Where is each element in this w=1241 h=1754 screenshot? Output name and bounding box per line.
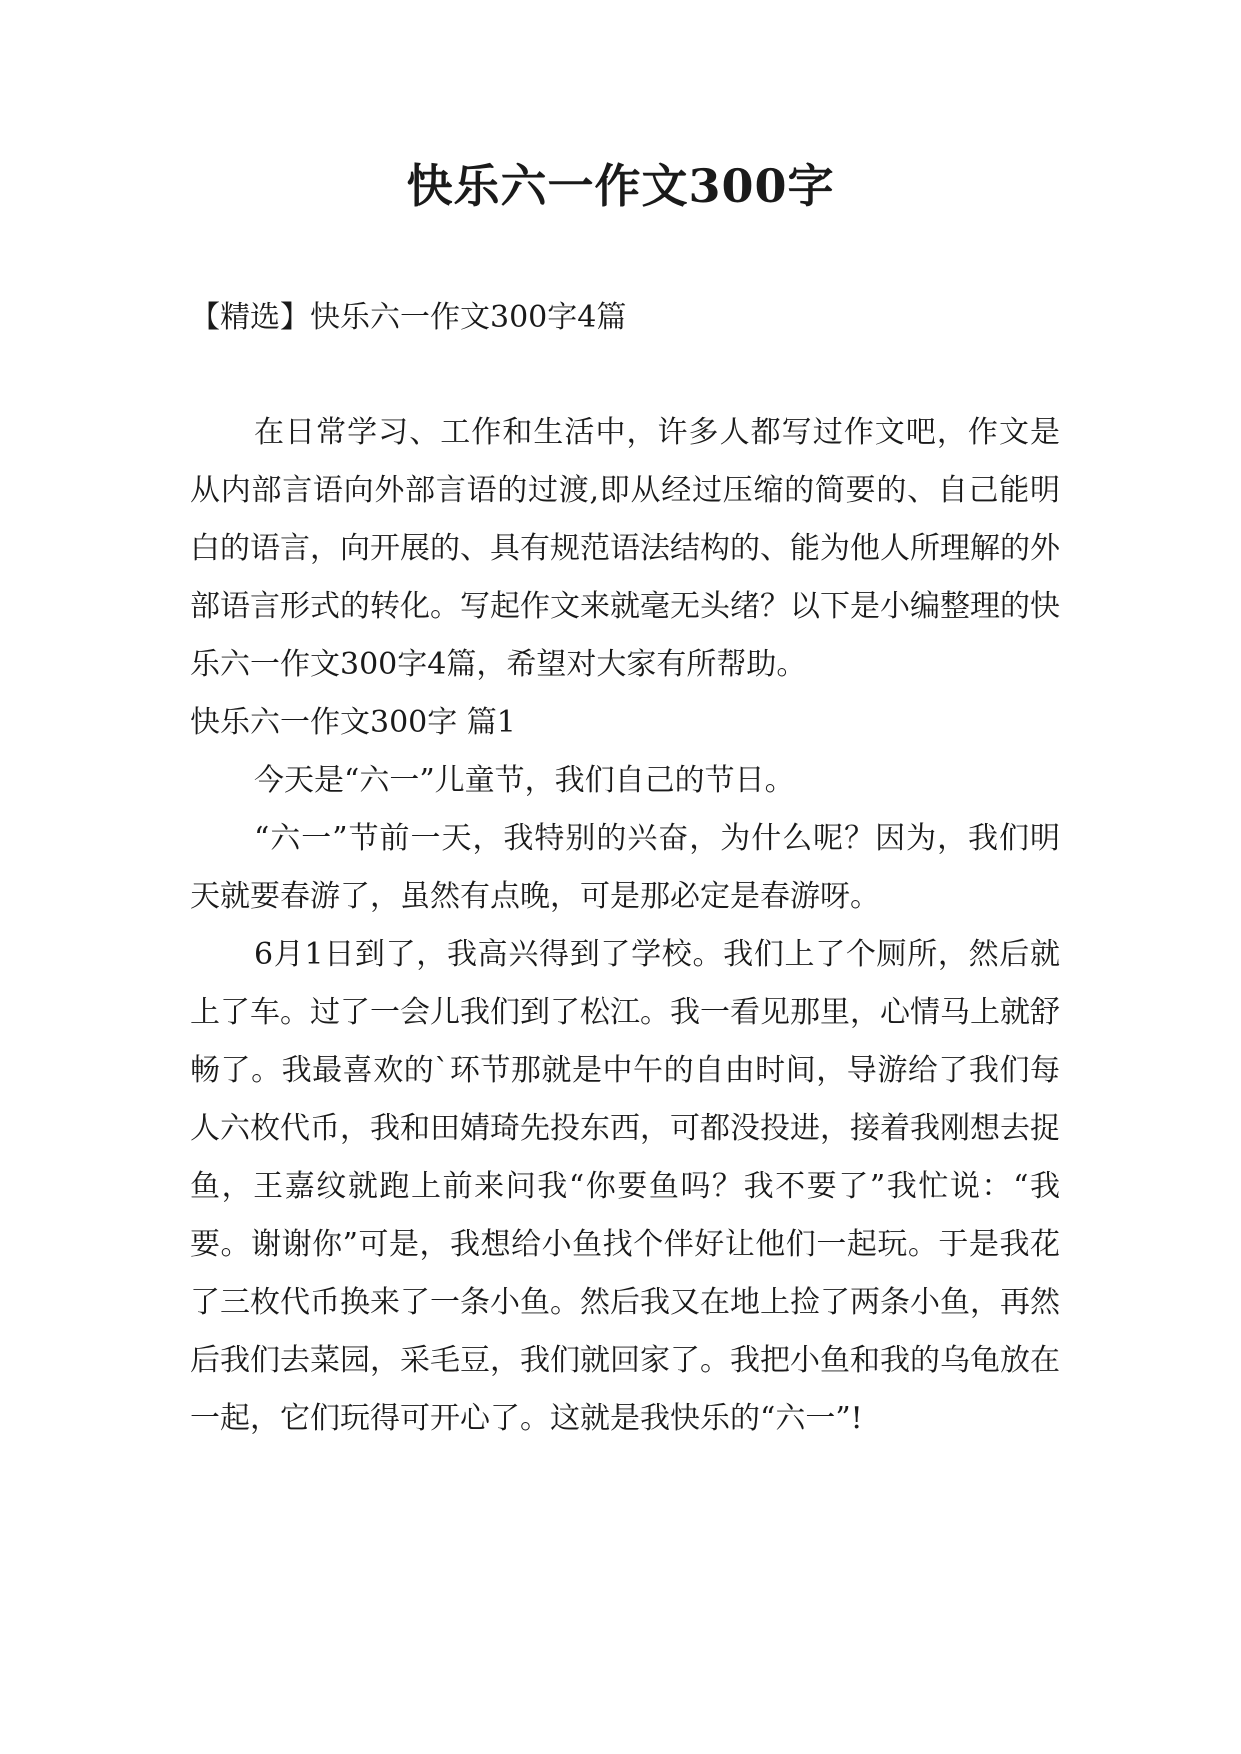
intro-paragraph: 在日常学习、工作和生活中，许多人都写过作文吧，作文是从内部言语向外部言语的过渡,即从经过压缩的简要的、自己能明白的语言，向开展的、具有规范语法结构的、能为他人所理解的外部语言形式的转化。写起作文来就毫无头绪？以下是小编整理的快乐六一作文300字4篇，希望对大家有所帮助。 <box>190 415 1060 682</box>
document-title: 快乐六一作文300字 <box>406 159 835 213</box>
section-heading: 快乐六一作文300字 篇1 <box>190 705 516 740</box>
body-paragraph: 6月1日到了，我高兴得到了学校。我们上了个厕所，然后就上了车。过了一会儿我们到了松江。我一看见那里，心情马上就舒畅了。我最喜欢的`环节那就是中午的自由时间，导游给了我们每人六枚代币，我和田婧琦先投东西，可都没投进，接着我刚想去捉鱼，王嘉纹就跑上前来问我“你要鱼吗？我不要了”我忙说：“我要。谢谢你”可是，我想给小鱼找个伴好让他们一起玩。于是我花了三枚代币换来了一条小鱼。然后我又在地上捡了两条小鱼，再然后我们去菜园，采毛豆，我们就回家了。我把小鱼和我的乌龟放在一起，它们玩得可开心了。这就是我快乐的“六一”! <box>190 937 1060 1436</box>
document-subtitle: 【精选】快乐六一作文300字4篇 <box>190 300 627 335</box>
document-body <box>190 404 1060 1448</box>
body-paragraph: “六一”节前一天，我特别的兴奋，为什么呢？因为，我们明天就要春游了，虽然有点晚，可是那必定是春游呀。 <box>190 821 1060 914</box>
body-paragraph: 今天是“六一”儿童节，我们自己的节日。 <box>254 763 795 798</box>
